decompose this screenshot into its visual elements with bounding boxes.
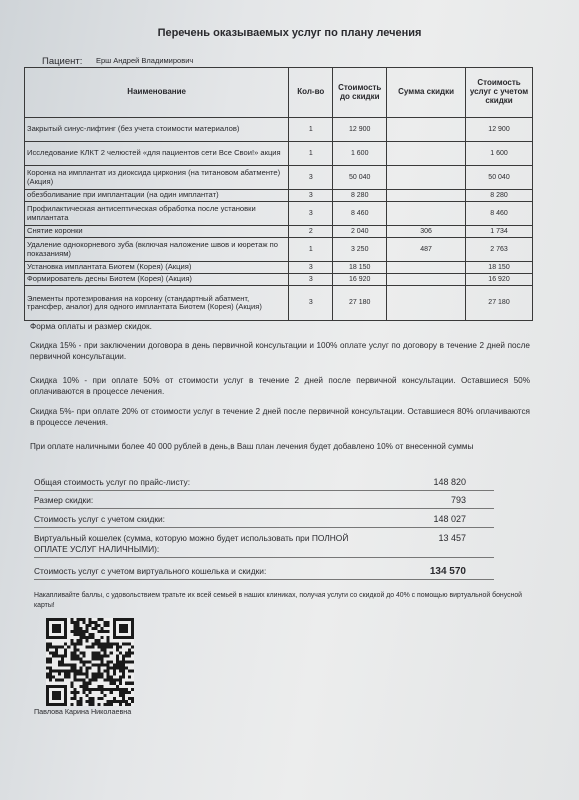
summary-value: 148 027 (433, 514, 466, 524)
service-qty: 1 (289, 238, 333, 262)
service-price: 16 920 (333, 274, 387, 286)
summary-value: 134 570 (429, 566, 466, 577)
summary-label: Стоимость услуг с учетом скидки: (34, 514, 166, 524)
service-total: 8 460 (466, 202, 533, 226)
service-qty: 3 (289, 274, 333, 286)
service-name: Удаление однокорневого зуба (включая наложение швов и кюретаж по показаниям) (25, 238, 289, 262)
divider (34, 508, 494, 509)
manager-name: Павлова Карина Николаевна (34, 707, 132, 716)
service-total: 12 900 (466, 118, 533, 142)
service-price: 8 460 (333, 202, 387, 226)
summary-label: Размер скидки: (34, 495, 94, 505)
service-total: 2 763 (466, 238, 533, 262)
divider (34, 490, 494, 491)
table-row (25, 118, 533, 142)
table-header-row (25, 68, 533, 118)
service-total: 16 920 (466, 274, 533, 286)
bonus-card-promo: Накапливайте баллы, с удовольствием тратьте их всей семьей в наших клиниках, получая услуги со скидкой до 40% с помощью виртуальной бонусной карты! (34, 592, 523, 610)
service-discount (387, 286, 466, 321)
table-row (25, 190, 533, 202)
service-price: 8 280 (333, 190, 387, 202)
patient-name: Ерш Андрей Владимирович (96, 56, 194, 65)
table-row (25, 262, 533, 274)
summary-value: 148 820 (433, 477, 466, 487)
service-discount (387, 142, 466, 166)
service-discount: 306 (387, 226, 466, 238)
summary-label: Стоимость услуг с учетом виртуального кошелька и скидки: (34, 566, 267, 576)
service-total: 8 280 (466, 190, 533, 202)
service-qty: 2 (289, 226, 333, 238)
cash-bonus-text: При оплате наличными более 40 000 рублей в день,в Ваш план лечения будет добавлено 10% от внесенной суммы (30, 442, 474, 451)
service-total: 18 150 (466, 262, 533, 274)
service-discount (387, 202, 466, 226)
service-name: Профилактическая антисептическая обработка после установки имплантата (25, 202, 289, 226)
service-qty: 1 (289, 142, 333, 166)
discount-15-text: Скидка 15% - при заключении договора в день первичной консультации и 100% оплате услуг по договору в течение 2 дней после первичной консультации. (30, 341, 530, 362)
patient-label: Пациент: (42, 56, 83, 67)
service-total: 50 040 (466, 166, 533, 190)
service-name: Элементы протезирования на коронку (стандартный абатмент, трансфер, аналог) для одного имплантата Биотем (Корея) (Акция) (25, 286, 289, 321)
table-row (25, 142, 533, 166)
service-name: обезболивание при имплантации (на один имплантат) (25, 190, 289, 202)
services-table (24, 67, 533, 321)
service-price: 50 040 (333, 166, 387, 190)
table-row (25, 286, 533, 321)
divider (34, 579, 494, 580)
table-row (25, 274, 533, 286)
column-header-discount: Сумма скидки (387, 68, 466, 118)
summary-label: Общая стоимость услуг по прайс-листу: (34, 477, 191, 487)
service-name: Установка имплантата Биотем (Корея) (Акция) (25, 262, 289, 274)
document-title: Перечень оказываемых услуг по плану лечения (157, 27, 422, 39)
service-discount (387, 190, 466, 202)
service-name: Формирователь десны Биотем (Корея) (Акция) (25, 274, 289, 286)
service-name: Снятие коронки (25, 226, 289, 238)
service-discount: 487 (387, 238, 466, 262)
summary-label: Виртуальный кошелек (сумма, которую можно будет использовать при ПОЛНОЙ ОПЛАТЕ УСЛУГ НАЛИЧНЫМИ): (34, 533, 349, 554)
service-discount (387, 274, 466, 286)
service-qty: 3 (289, 262, 333, 274)
column-header-qty: Кол-во (289, 68, 333, 118)
divider (34, 557, 494, 558)
service-name: Коронка на имплантат из диоксида циркония (на титановом абатменте) (Акция) (25, 166, 289, 190)
summary-value: 13 457 (438, 533, 466, 543)
service-discount (387, 118, 466, 142)
service-price: 3 250 (333, 238, 387, 262)
service-qty: 3 (289, 190, 333, 202)
service-price: 1 600 (333, 142, 387, 166)
service-price: 27 180 (333, 286, 387, 321)
service-name: Закрытый синус-лифтинг (без учета стоимости материалов) (25, 118, 289, 142)
service-qty: 3 (289, 202, 333, 226)
divider (34, 527, 494, 528)
payment-terms-title: Форма оплаты и размер скидок. (30, 322, 152, 331)
service-total: 1 734 (466, 226, 533, 238)
column-header-name: Наименование (25, 68, 289, 118)
service-price: 18 150 (333, 262, 387, 274)
table-row (25, 202, 533, 226)
column-header-price: Стоимость до скидки (333, 68, 387, 118)
column-header-total: Стоимость услуг с учетом скидки (466, 68, 533, 118)
service-total: 27 180 (466, 286, 533, 321)
service-price: 12 900 (333, 118, 387, 142)
service-qty: 1 (289, 118, 333, 142)
service-discount (387, 262, 466, 274)
qr-code-icon (46, 618, 134, 706)
table-row (25, 166, 533, 190)
discount-5-text: Скидка 5%- при оплате 20% от стоимости услуг в течение 2 дней после первичной консультации. Оставшиеся 80% оплачиваются в процессе лечения. (30, 407, 530, 428)
service-name: Исследование КЛКТ 2 челюстей «для пациентов сети Все Свои!» акция (25, 142, 289, 166)
discount-10-text: Скидка 10% - при оплате 50% от стоимости услуг в течение 2 дней после первичной консультации. Оставшиеся 50% оплачиваются в процессе лечения. (30, 376, 530, 397)
service-price: 2 040 (333, 226, 387, 238)
table-row (25, 226, 533, 238)
service-total: 1 600 (466, 142, 533, 166)
service-discount (387, 166, 466, 190)
summary-value: 793 (450, 495, 466, 505)
service-qty: 3 (289, 166, 333, 190)
service-qty: 3 (289, 286, 333, 321)
table-row (25, 238, 533, 262)
